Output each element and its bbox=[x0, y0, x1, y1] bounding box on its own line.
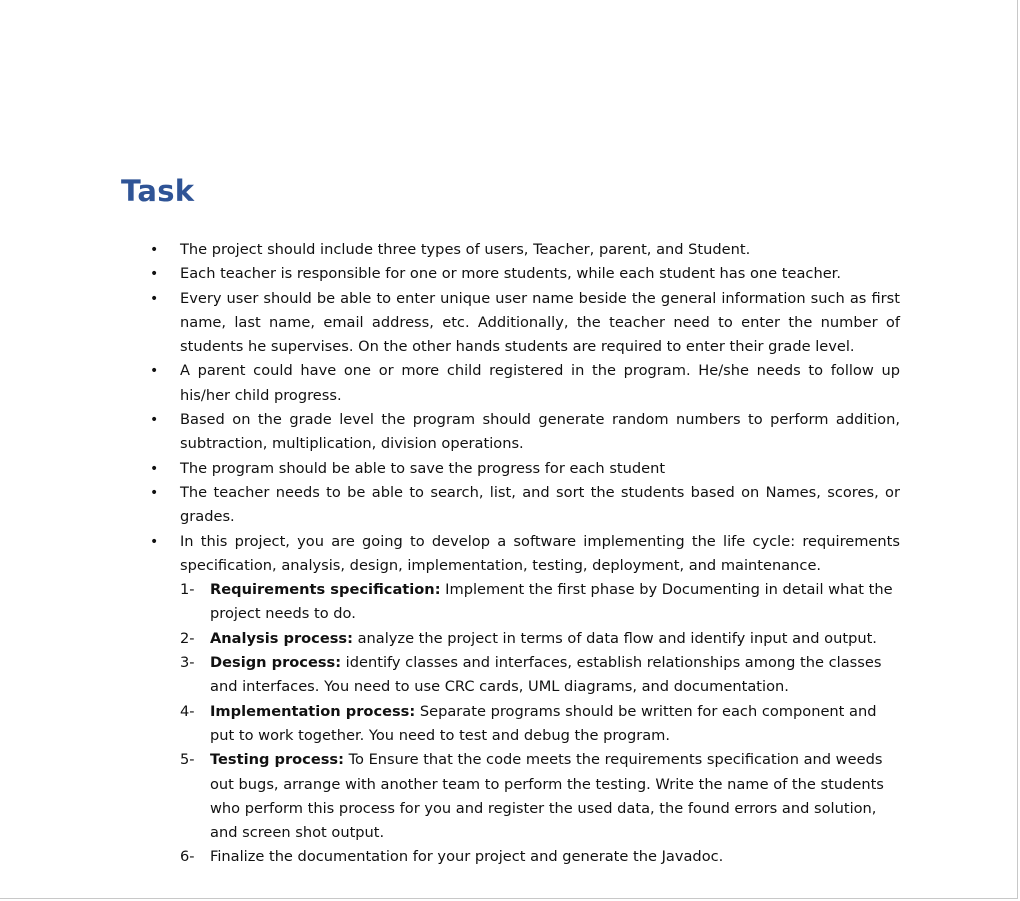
step-number: 3- bbox=[180, 654, 195, 672]
step-heading: Design process: bbox=[210, 654, 342, 672]
list-item-text: Every user should be able to enter unique user name beside the general information such as first name, last name, email address, etc. Additionally, the teacher need to enter the number of students he supervises. On the other hands students are required to enter their grade level. bbox=[180, 289, 900, 356]
step-number: 2- bbox=[180, 629, 195, 647]
list-item bbox=[148, 530, 900, 870]
bullet-icon: • bbox=[150, 533, 159, 550]
list-item bbox=[148, 457, 900, 481]
step-heading: Requirements specification: bbox=[210, 581, 441, 599]
list-item-text: In this project, you are going to develop a software implementing the life cycle: requirements specification, analysis, design, implementation, testing, deployment, and maintenance. bbox=[180, 532, 900, 574]
list-item bbox=[148, 359, 900, 408]
step-text: analyze the project in terms of data flow and identify input and output. bbox=[352, 629, 877, 647]
step-number: 5- bbox=[180, 751, 195, 769]
list-item-text: The project should include three types of users, Teacher, parent, and Student. bbox=[180, 241, 751, 258]
list-item bbox=[148, 481, 900, 530]
bullet-icon: • bbox=[150, 412, 159, 429]
list-item-text: The teacher needs to be able to search, list, and sort the students based on Names, scores, or grades. bbox=[180, 483, 900, 526]
list-item bbox=[148, 238, 900, 262]
step-number: 1- bbox=[180, 581, 195, 599]
step-item bbox=[180, 845, 900, 869]
step-heading: Testing process: bbox=[210, 751, 344, 769]
bullet-icon: • bbox=[150, 363, 159, 380]
step-item bbox=[180, 651, 900, 700]
step-item bbox=[180, 627, 900, 651]
page-title: Task bbox=[121, 174, 195, 208]
list-item-text: The program should be able to save the progress for each student bbox=[180, 459, 666, 477]
list-item bbox=[148, 262, 900, 286]
step-text: Finalize the documentation for your project and generate the Javadoc. bbox=[210, 848, 724, 866]
step-number: 4- bbox=[180, 702, 195, 720]
step-number: 6- bbox=[180, 848, 195, 866]
list-item bbox=[148, 408, 900, 457]
requirements-list bbox=[148, 238, 900, 870]
step-item bbox=[180, 700, 900, 749]
step-text: To Ensure that the code meets the requirements specification and weeds out bugs, arrange with another team to perform the testing. Write the name of the students who perform this process for you and register the used data, the found errors and solution, and screen shot output. bbox=[210, 751, 884, 842]
list-item-text: Based on the grade level the program should generate random numbers to perform addition, subtraction, multiplication, division operations. bbox=[180, 411, 900, 453]
step-heading: Implementation process: bbox=[210, 702, 416, 720]
step-text: identify classes and interfaces, establish relationships among the classes and interfaces. You need to use CRC cards, UML diagrams, and documentation. bbox=[210, 654, 882, 696]
bullet-icon: • bbox=[150, 460, 159, 477]
step-item bbox=[180, 578, 900, 627]
list-item-text: Each teacher is responsible for one or more students, while each student has one teacher. bbox=[180, 265, 841, 283]
list-item bbox=[148, 287, 900, 360]
step-text: Separate programs should be written for each component and put to work together. You need to test and debug the program. bbox=[210, 702, 877, 744]
bullet-icon: • bbox=[150, 484, 159, 501]
step-text: Implement the first phase by Documenting in detail what the project needs to do. bbox=[210, 581, 893, 623]
lifecycle-steps bbox=[180, 578, 900, 870]
step-heading: Analysis process: bbox=[210, 629, 353, 647]
bullet-icon: • bbox=[150, 290, 159, 307]
list-item-text: A parent could have one or more child registered in the program. He/she needs to follow up his/her child progress. bbox=[180, 362, 900, 404]
bullet-icon: • bbox=[150, 242, 159, 258]
step-item bbox=[180, 748, 900, 845]
bullet-icon: • bbox=[150, 266, 159, 283]
